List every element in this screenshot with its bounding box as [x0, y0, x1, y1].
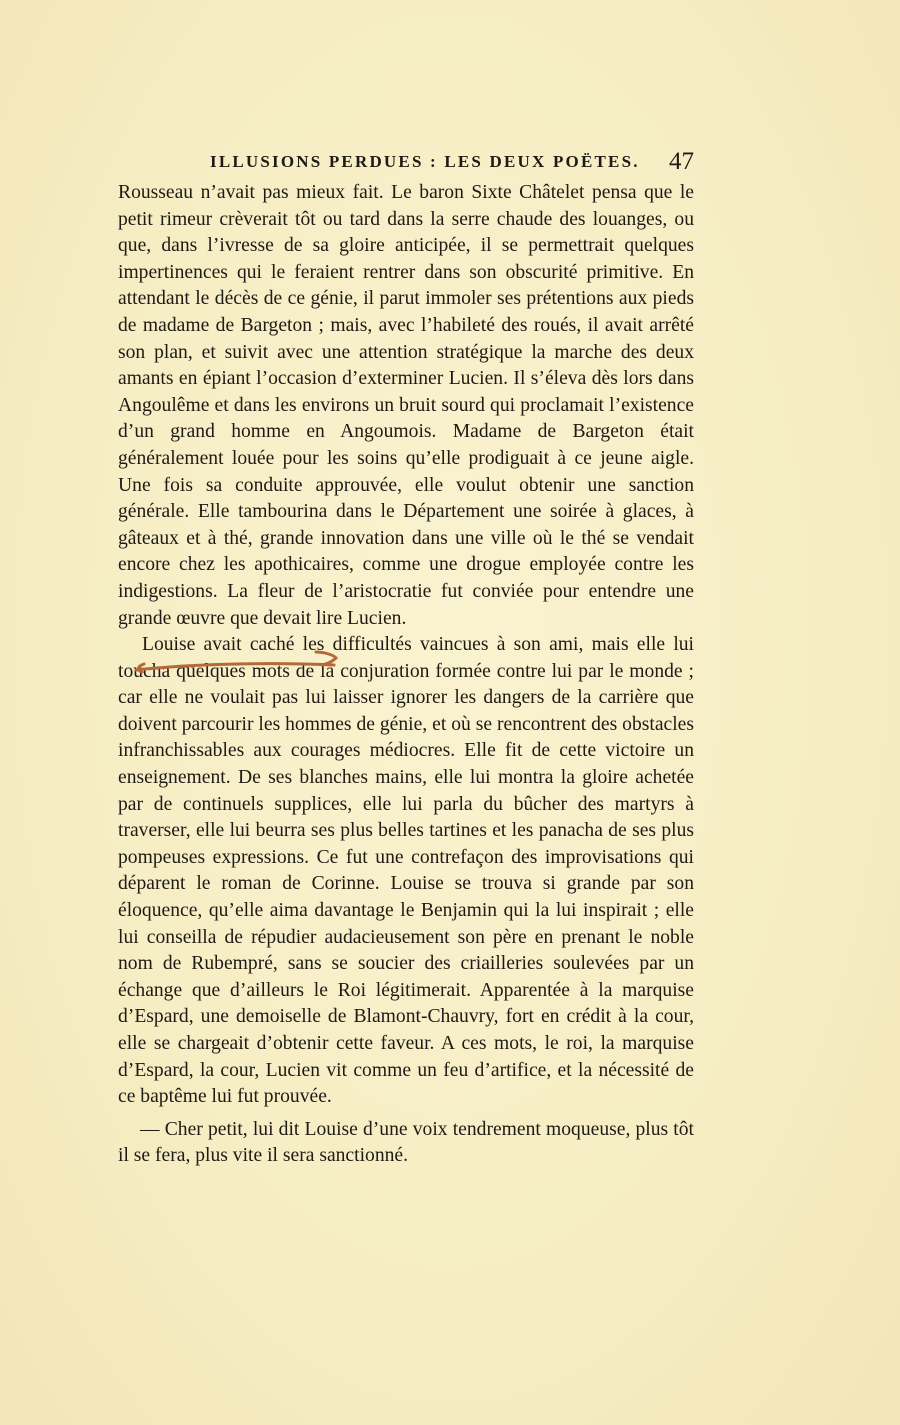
dialogue-paragraph: — Cher petit, lui dit Louise d’une voix tendrement moqueuse, plus tôt il se fera, plus vite il sera sanctionné. — [118, 1118, 694, 1167]
paragraph: Louise avait caché les difficultés vaincues à son ami, mais elle lui toucha quelques mots de la conjuration formée contre lui par le monde ; car elle ne voulait pas lui laisser ignorer les dangers de la carrière que doivent parcourir les hommes de génie, et où se rencontrent des obstacles infranchissables aux courages médiocres. Elle fit de cette victoire un enseignement. De ses blanches mains, elle lui montra la gloire achetée par de continuels supplices, elle lui parla du bûcher des martyrs à traverser, elle lui beurra ses plus belles tartines et les panacha de ses plus pompeuses expressions. Ce fut une contrefaçon des improvisations qui déparent le roman de Corinne. Louise se trouva si grande par son éloquence, qu’elle aima davantage le Benjamin qui la lui inspirait ; elle lui conseilla de répudier audacieusement son père en prenant le noble nom de Rubempré, sans se soucier des criailleries soulevées par un échange que d’ailleurs le Roi légitimerait. Apparentée à la marquise d’Espard, une demoiselle de Blamont-Chauvry, fort en crédit à la cour, elle se chargeait d’obtenir cette faveur. A ces mots, le roi, la marquise d’Espard, la cour, Lucien vit comme un feu d’artifice, et la nécessité de ce baptême lui fut prouvée. — [118, 634, 694, 1108]
body-text — [118, 180, 694, 1170]
running-title: ILLUSIONS PERDUES : LES DEUX POËTES. — [210, 152, 640, 171]
page-header — [118, 148, 694, 182]
paragraph: Rousseau n’avait pas mieux fait. Le baron Sixte Châtelet pensa que le petit rimeur crèverait tôt ou tard dans la serre chaude des louanges, ou que, dans l’ivresse de sa gloire anticipée, il se permettrait quelques impertinences qui le feraient rentrer dans son obscurité primitive. En attendant le décès de ce génie, il parut immoler ses prétentions aux pieds de madame de Bargeton ; mais, avec l’habileté des roués, il avait arrêté son plan, et suivit avec une attention stratégique la marche des deux amants en épiant l’occasion d’exterminer Lucien. Il s’éleva dès lors dans Angoulême et dans les environs un bruit sourd qui proclamait l’existence d’un grand homme en Angoumois. Madame de Bargeton était généralement louée pour les soins qu’elle prodiguait à ce jeune aigle. Une fois sa conduite approuvée, elle voulut obtenir une sanction générale. Elle tambourina dans le Département une soirée à glaces, à gâteaux et à thé, grande innovation dans une ville où le thé se vendait encore chez les apothicaires, comme une drogue employée contre les indigestions. La fleur de l’aristocratie fut conviée pour entendre une grande œuvre que devait lire Lucien. — [118, 182, 694, 629]
page-number: 47 — [669, 148, 694, 175]
